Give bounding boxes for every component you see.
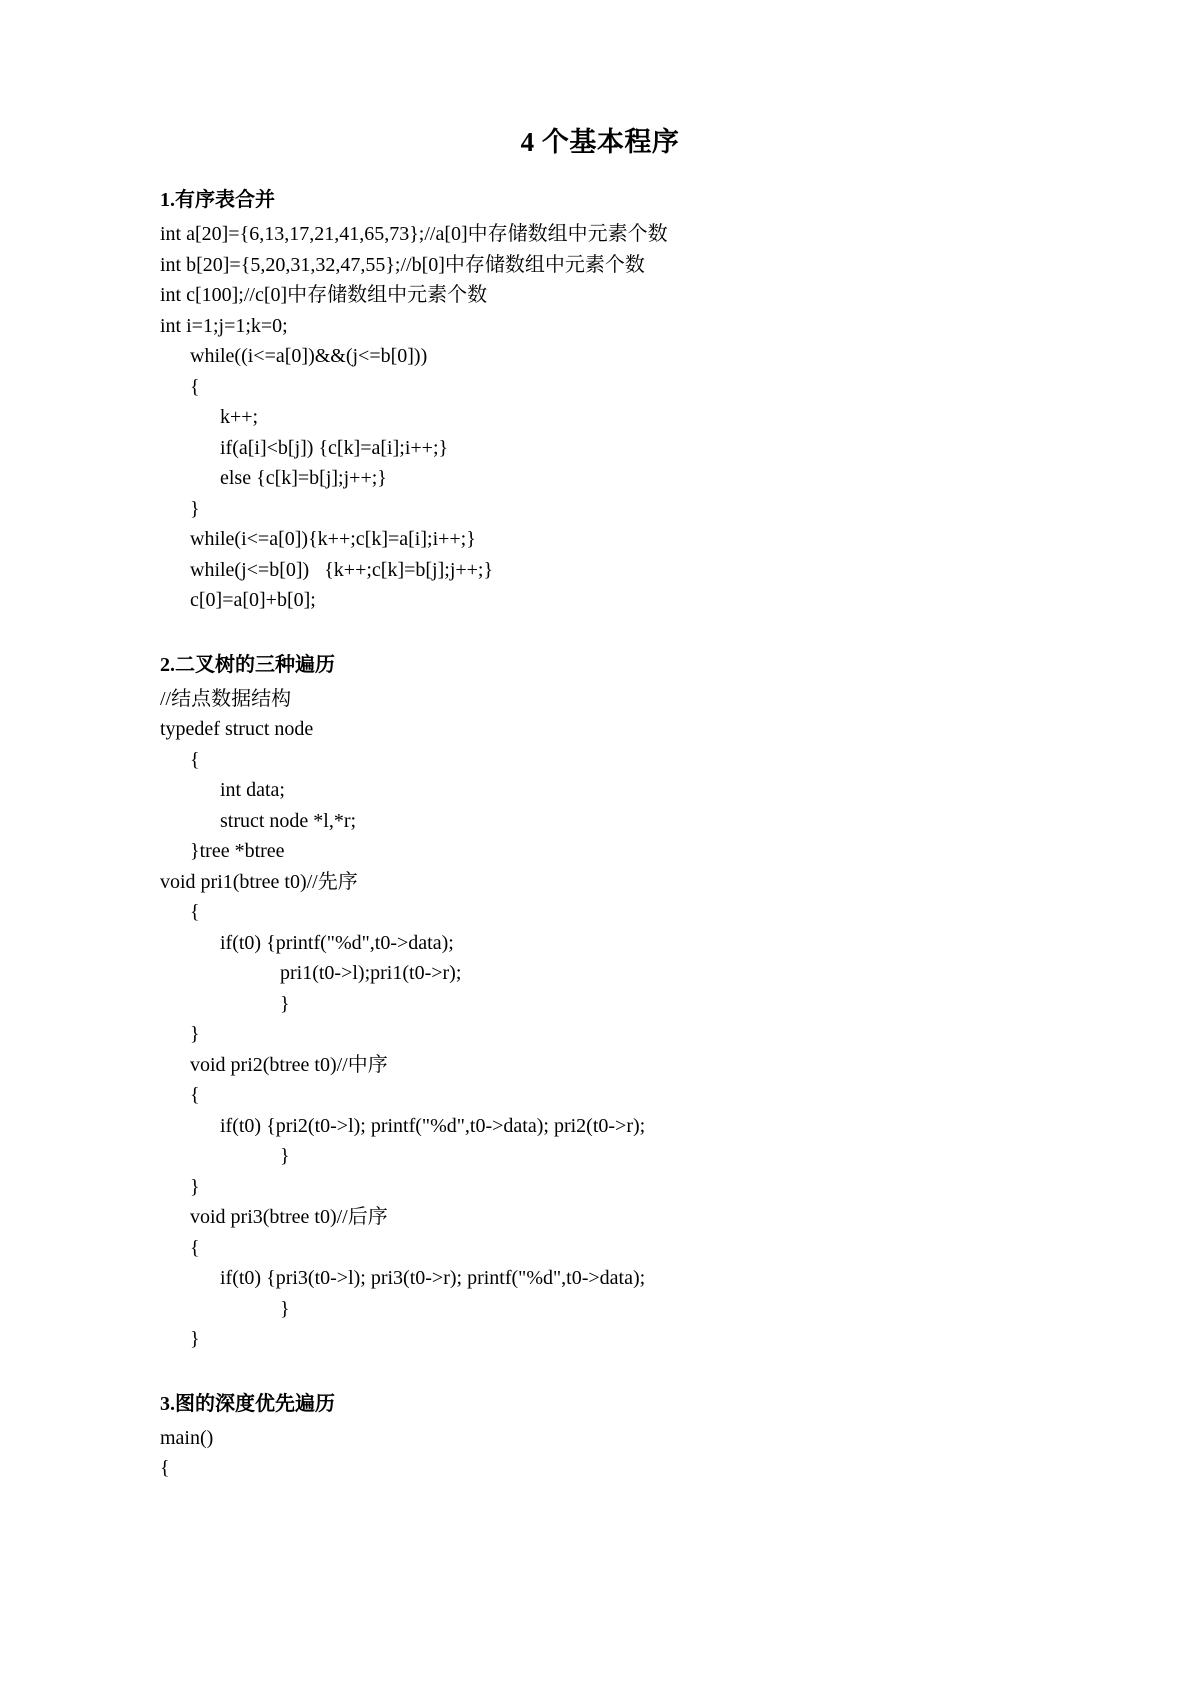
code-line: {: [160, 1457, 170, 1479]
section-2: [160, 650, 1040, 1355]
code-line: while(j<=b[0]) {k++;c[k]=b[j];j++;}: [160, 558, 494, 581]
section-3: [160, 1389, 1040, 1484]
code-line: }: [160, 1175, 200, 1198]
code-line: int b[20]={5,20,31,32,47,55};//b[0]中存储数组中元素个数: [160, 253, 645, 276]
code-line: if(t0) {printf("%d",t0->data);: [160, 931, 454, 954]
code-line: }tree *btree: [160, 840, 285, 862]
code-line: int c[100];//c[0]中存储数组中元素个数: [160, 284, 488, 306]
code-line: void pri2(btree t0)//中序: [160, 1053, 388, 1076]
code-line: }: [160, 992, 290, 1015]
section-1-heading: 1.有序表合并: [160, 189, 275, 211]
section-3-heading: 3.图的深度优先遍历: [160, 1392, 335, 1415]
code-line: }: [160, 1328, 200, 1350]
code-line: struct node *l,*r;: [160, 809, 357, 832]
code-line: if(t0) {pri2(t0->l); printf("%d",t0->data); pri2(t0->r);: [160, 1114, 646, 1137]
code-line: while((i<=a[0])&&(j<=b[0])): [160, 345, 428, 367]
section-1: [160, 185, 1040, 616]
code-line: int i=1;j=1;k=0;: [160, 314, 288, 337]
code-line: int data;: [160, 779, 285, 801]
code-line: void pri3(btree t0)//后序: [160, 1206, 388, 1228]
code-line: {: [160, 375, 200, 398]
code-line: {: [160, 748, 200, 771]
document-body: [160, 120, 1040, 1484]
code-line: if(a[i]<b[j]) {c[k]=a[i];i++;}: [160, 436, 449, 459]
code-line: }: [160, 497, 200, 520]
code-line: }: [160, 1023, 200, 1045]
code-line: {: [160, 1236, 200, 1259]
code-line: int a[20]={6,13,17,21,41,65,73};//a[0]中存储数组中元素个数: [160, 223, 668, 245]
code-line: {: [160, 901, 200, 923]
section-2-heading: 2.二叉树的三种遍历: [160, 653, 335, 676]
code-line: else {c[k]=b[j];j++;}: [160, 467, 387, 489]
code-line: main(): [160, 1426, 214, 1449]
code-line: }: [160, 1145, 290, 1167]
code-line: void pri1(btree t0)//先序: [160, 870, 358, 893]
code-line: //结点数据结构: [160, 687, 292, 710]
code-line: c[0]=a[0]+b[0];: [160, 589, 316, 611]
code-line: k++;: [160, 406, 259, 428]
code-line: while(i<=a[0]){k++;c[k]=a[i];i++;}: [160, 528, 476, 550]
code-line: pri1(t0->l);pri1(t0->r);: [160, 962, 462, 984]
code-line: typedef struct node: [160, 718, 314, 740]
code-line: }: [160, 1297, 290, 1320]
code-line: {: [160, 1084, 200, 1106]
code-line: if(t0) {pri3(t0->l); pri3(t0->r); printf("%d",t0->data);: [160, 1267, 646, 1289]
page-title: 4 个基本程序: [520, 127, 680, 157]
